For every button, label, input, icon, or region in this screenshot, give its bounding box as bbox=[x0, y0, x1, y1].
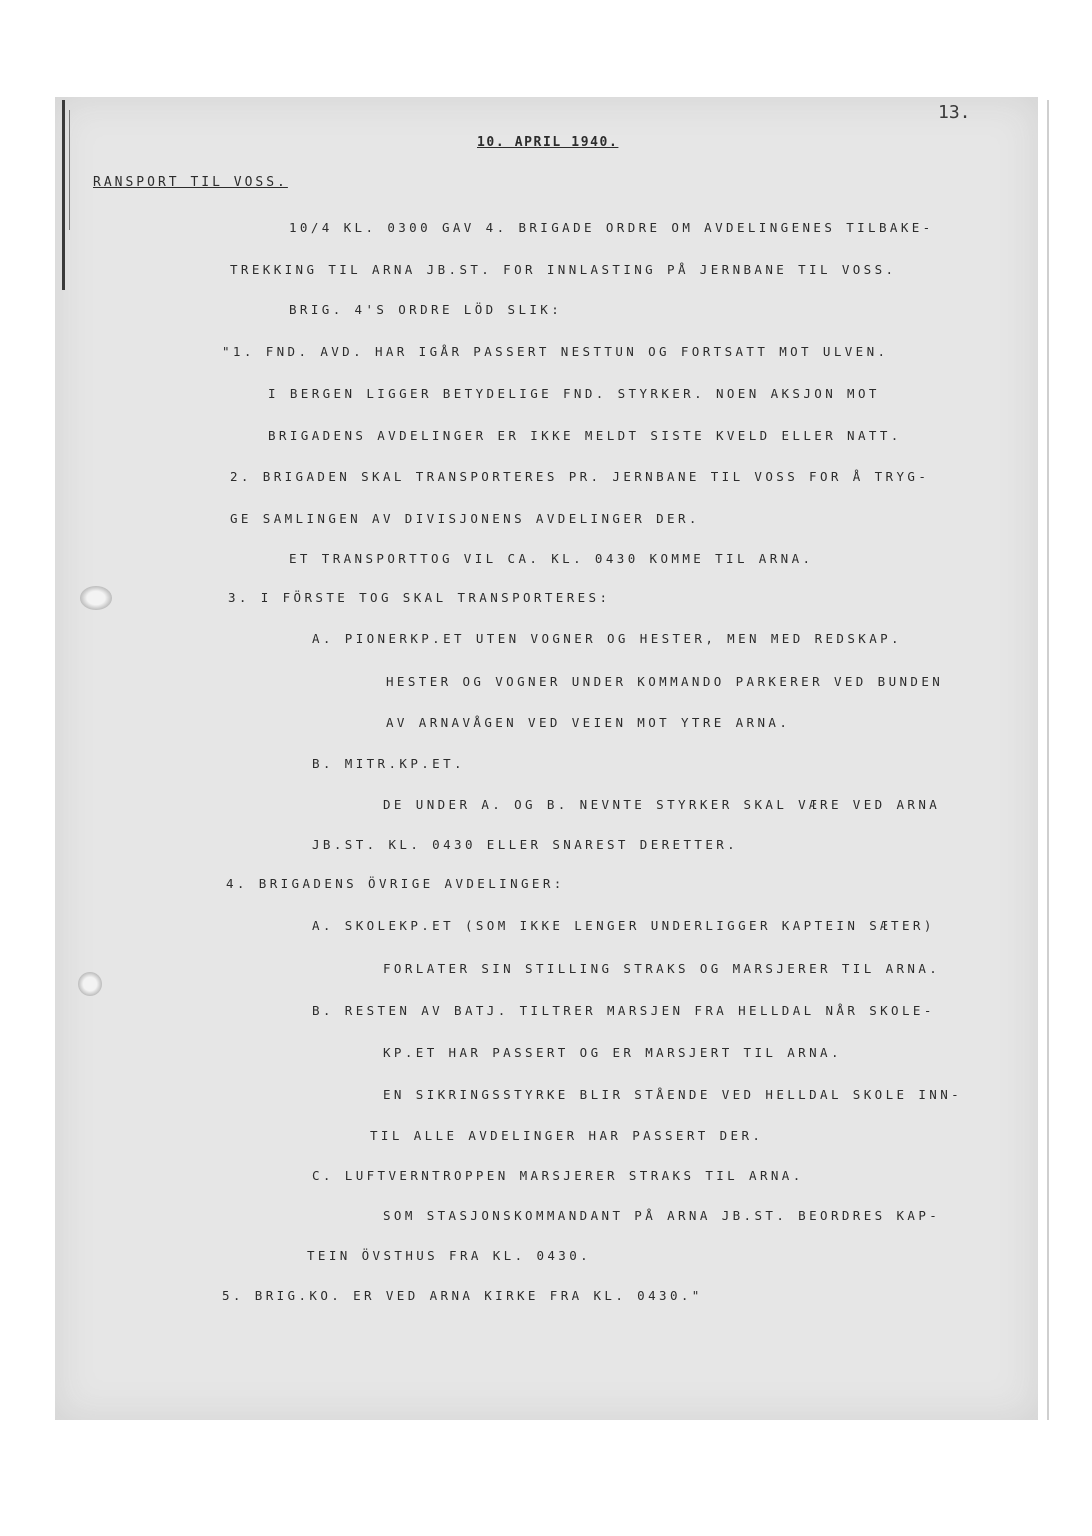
binding-edge bbox=[62, 100, 65, 290]
text-line: ET TRANSPORTTOG VIL CA. KL. 0430 KOMME TIL ARNA. bbox=[289, 551, 814, 566]
text-line: A. SKOLEKP.ET (SOM IKKE LENGER UNDERLIGGER KAPTEIN SÆTER) bbox=[312, 918, 935, 933]
text-line: "1. FND. AVD. HAR IGÅR PASSERT NESTTUN OG FORTSATT MOT ULVEN. bbox=[222, 344, 889, 359]
punch-hole bbox=[78, 972, 102, 996]
text-line: TREKKING TIL ARNA JB.ST. FOR INNLASTING PÅ JERNBANE TIL VOSS. bbox=[230, 262, 897, 277]
text-line: DE UNDER A. OG B. NEVNTE STYRKER SKAL VÆRE VED ARNA bbox=[383, 797, 941, 812]
text-line: 5. BRIG.KO. ER VED ARNA KIRKE FRA KL. 0430." bbox=[222, 1288, 703, 1303]
text-line: BRIGADENS AVDELINGER ER IKKE MELDT SISTE KVELD ELLER NATT. bbox=[268, 428, 902, 443]
date-header: 10. APRIL 1940. bbox=[477, 135, 619, 150]
section-title: RANSPORT TIL VOSS. bbox=[93, 175, 288, 190]
text-line: TEIN ÖVSTHUS FRA KL. 0430. bbox=[307, 1248, 592, 1263]
binding-edge-shadow bbox=[69, 110, 70, 230]
text-line: BRIG. 4'S ORDRE LÖD SLIK: bbox=[289, 302, 563, 317]
text-line: 4. BRIGADENS ÖVRIGE AVDELINGER: bbox=[226, 876, 565, 891]
text-line: AV ARNAVÅGEN VED VEIEN MOT YTRE ARNA. bbox=[386, 715, 791, 730]
text-line: GE SAMLINGEN AV DIVISJONENS AVDELINGER DER. bbox=[230, 511, 700, 526]
punch-hole bbox=[80, 586, 112, 610]
text-line: JB.ST. KL. 0430 ELLER SNAREST DERETTER. bbox=[312, 837, 739, 852]
text-line: TIL ALLE AVDELINGER HAR PASSERT DER. bbox=[370, 1128, 764, 1143]
text-line: EN SIKRINGSSTYRKE BLIR STÅENDE VED HELLDAL SKOLE INN- bbox=[383, 1087, 963, 1102]
text-line: FORLATER SIN STILLING STRAKS OG MARSJERER TIL ARNA. bbox=[383, 961, 941, 976]
page-number: 13. bbox=[938, 102, 971, 123]
text-line: B. MITR.KP.ET. bbox=[312, 756, 465, 771]
text-line: A. PIONERKP.ET UTEN VOGNER OG HESTER, MEN MED REDSKAP. bbox=[312, 631, 902, 646]
text-line: 2. BRIGADEN SKAL TRANSPORTERES PR. JERNBANE TIL VOSS FOR Å TRYG- bbox=[230, 469, 930, 484]
text-line: I BERGEN LIGGER BETYDELIGE FND. STYRKER. NOEN AKSJON MOT bbox=[268, 386, 880, 401]
text-line: 3. I FÖRSTE TOG SKAL TRANSPORTERES: bbox=[228, 590, 611, 605]
text-line: 10/4 KL. 0300 GAV 4. BRIGADE ORDRE OM AVDELINGENES TILBAKE- bbox=[289, 220, 934, 235]
text-line: C. LUFTVERNTROPPEN MARSJERER STRAKS TIL ARNA. bbox=[312, 1168, 804, 1183]
text-line: KP.ET HAR PASSERT OG ER MARSJERT TIL ARNA. bbox=[383, 1045, 842, 1060]
page-edge bbox=[1047, 100, 1049, 1420]
text-line: SOM STASJONSKOMMANDANT PÅ ARNA JB.ST. BEORDRES KAP- bbox=[383, 1208, 941, 1223]
text-line: B. RESTEN AV BATJ. TILTRER MARSJEN FRA HELLDAL NÅR SKOLE- bbox=[312, 1003, 935, 1018]
text-line: HESTER OG VOGNER UNDER KOMMANDO PARKERER VED BUNDEN bbox=[386, 674, 944, 689]
